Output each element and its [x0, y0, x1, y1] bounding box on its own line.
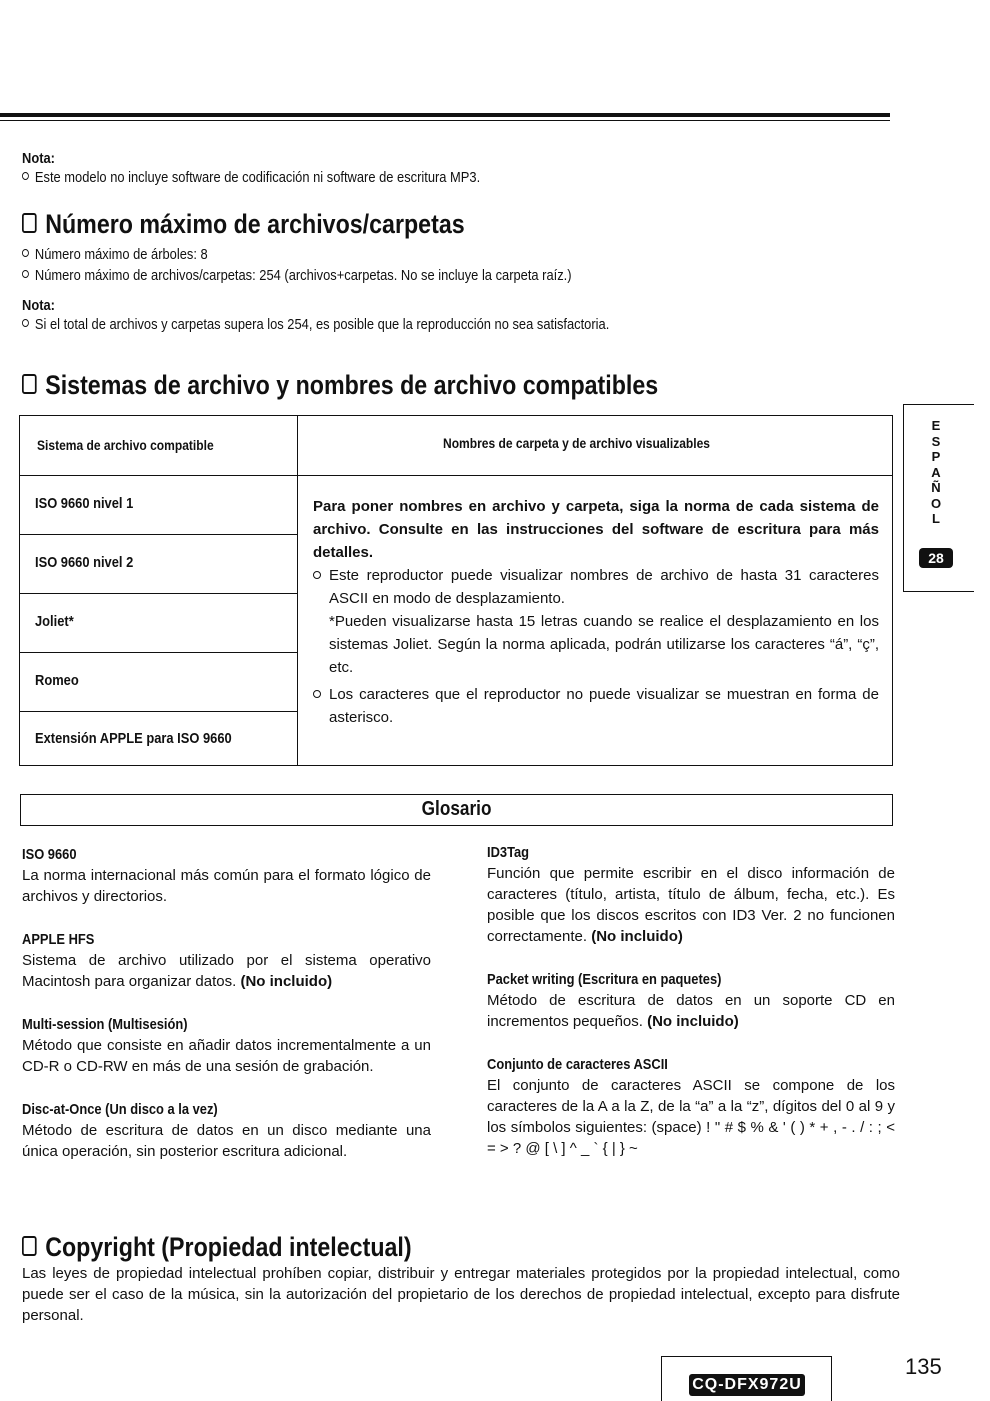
- nota-label: Nota:: [22, 150, 55, 167]
- glossary-tag: (No incluido): [647, 1013, 739, 1030]
- table-row-line: [19, 534, 298, 535]
- table-cell: ISO 9660 nivel 2: [35, 554, 134, 571]
- section-heading-copyright: [22, 1231, 475, 1263]
- table-cell: Joliet*: [35, 613, 74, 630]
- glossary-definition: La norma internacional más común para el formato lógico de archivos y directorios.: [22, 867, 431, 905]
- glossary-definition: Método de escritura de datos en un disco mediante una única operación, sin posterior escritura adicional.: [22, 1122, 431, 1160]
- table-row-line: [19, 593, 298, 594]
- glossary-definition: Método de escritura de datos en un soporte CD en incrementos pequeños.: [487, 992, 895, 1030]
- heading-text: Copyright (Propiedad intelectual): [45, 1232, 412, 1262]
- list-item: Número máximo de archivos/carpetas: 254 (archivos+carpetas. No se incluye la carpeta raíz.): [34, 267, 572, 284]
- file-system-table: [19, 415, 893, 766]
- glossary-definition: Método que consiste en añadir datos incrementalmente a un CD-R o CD-RW en más de una sesión de grabación.: [22, 1037, 431, 1075]
- table-cell: ISO 9660 nivel 1: [35, 495, 134, 512]
- top-rule: [0, 113, 890, 117]
- nota-text: Este modelo no incluye software de codificación ni software de escritura MP3.: [34, 169, 481, 186]
- glossary-term: ISO 9660: [22, 846, 77, 863]
- table-divider: [297, 415, 298, 766]
- glossary-entry: [487, 842, 895, 947]
- list-item-text: Los caracteres que el reproductor no puede visualizar se muestran en forma de asterisco.: [329, 686, 879, 726]
- heading-text: Número máximo de archivos/carpetas: [45, 209, 465, 239]
- chapter-number-badge: 28: [919, 548, 953, 568]
- model-badge: CQ-DFX972U: [689, 1374, 805, 1396]
- bullet-icon: [22, 249, 29, 257]
- table-row-line: [19, 652, 298, 653]
- section-heading-file-systems: [22, 369, 762, 401]
- glossary-left-column: [22, 844, 431, 1162]
- table-header-left: Sistema de archivo compatible: [37, 437, 214, 453]
- nota-label: Nota:: [22, 297, 55, 314]
- bullet-icon: [22, 319, 29, 327]
- glossary-term: Disc-at-Once (Un disco a la vez): [22, 1101, 218, 1118]
- glossary-right-column: [487, 842, 895, 1159]
- checkbox-square-icon: [22, 213, 37, 233]
- page-number: 135: [905, 1354, 942, 1379]
- checkbox-square-icon: [22, 1236, 37, 1256]
- glossary-title: Glosario: [421, 798, 492, 820]
- bullet-icon: [22, 270, 29, 278]
- table-lead-text: Para poner nombres en archivo y carpeta, siga la norma de cada sistema de archivo. Consulte en las instrucciones del software de escritura para más detalles.: [313, 498, 879, 561]
- language-letters: E S P A Ñ O L: [930, 418, 942, 526]
- glossary-entry: [22, 1099, 431, 1162]
- list-item: Número máximo de árboles: 8: [34, 246, 208, 263]
- bullet-icon: [313, 690, 321, 698]
- copyright-text: Las leyes de propiedad intelectual prohíben copiar, distribuir y entregar materiales protegidos por la propiedad intelectual, como puede ser el caso de la música, sin la autorización del propietario de los derechos de propiedad intelectual, excepto para disfrute personal.: [22, 1265, 900, 1324]
- bullet-icon: [22, 172, 29, 180]
- glossary-entry: [487, 969, 895, 1032]
- bullet-icon: [313, 571, 321, 579]
- glossary-tag: (No incluido): [240, 973, 333, 990]
- max-files-list: [22, 244, 705, 335]
- list-item: [313, 564, 879, 679]
- glossary-definition: Función que permite escribir en el disco información de caracteres (título, artista, título de álbum, fecha, etc.). Es posible que los discos escritos con ID3 Ver. 2 no funcionen correctamente.: [487, 865, 895, 945]
- glossary-definition: El conjunto de caracteres ASCII se compone de los caracteres de la A a la Z, de la “a” a la “z”, dígitos del 0 al 9 y los símbolos siguientes: (space) ! " # $ % & ' ( ) * + , - . / : ; < = > ? @ [ \ ] ^ _ ` { | } ~: [487, 1077, 895, 1157]
- table-row-line: [297, 475, 893, 476]
- table-row-line: [19, 711, 298, 712]
- nota-text: Si el total de archivos y carpetas supera los 254, es posible que la reproducción no sea satisfactoria.: [34, 316, 610, 333]
- glossary-term: Multi-session (Multisesión): [22, 1016, 188, 1033]
- footnote-text: *Pueden visualizarse hasta 15 letras cuando se realice el desplazamiento en los sistemas Joliet. Según la norma aplicada, podrán utilizarse los caracteres “á”, “ç”, etc.: [329, 613, 879, 676]
- table-cell: Romeo: [35, 672, 79, 689]
- table-right-text: [313, 495, 879, 729]
- glossary-term: ID3Tag: [487, 844, 530, 861]
- glossary-entry: [22, 844, 431, 907]
- top-rule-thin: [0, 120, 890, 121]
- table-header-right: Nombres de carpeta y de archivo visualizables: [443, 435, 711, 451]
- list-item-text: Este reproductor puede visualizar nombres de archivo de hasta 31 caracteres ASCII en modo de desplazamiento.: [329, 567, 879, 607]
- glossary-term: APPLE HFS: [22, 931, 95, 948]
- glossary-entry: [22, 1014, 431, 1077]
- heading-text: Sistemas de archivo y nombres de archivo compatibles: [45, 370, 659, 400]
- table-row-line: [19, 475, 298, 476]
- glossary-term: Conjunto de caracteres ASCII: [487, 1056, 668, 1073]
- section-heading-max-files: [22, 208, 537, 240]
- glossary-term: Packet writing (Escritura en paquetes): [487, 971, 722, 988]
- checkbox-square-icon: [22, 374, 37, 394]
- glossary-entry: [22, 929, 431, 992]
- glossary-definition: Sistema de archivo utilizado por el sistema operativo Macintosh para organizar datos.: [22, 952, 431, 990]
- glossary-tag: (No incluido): [591, 928, 683, 945]
- table-cell: Extensión APPLE para ISO 9660: [35, 730, 232, 747]
- glossary-entry: [487, 1054, 895, 1159]
- nota-1: [22, 150, 555, 188]
- list-item: [313, 683, 879, 729]
